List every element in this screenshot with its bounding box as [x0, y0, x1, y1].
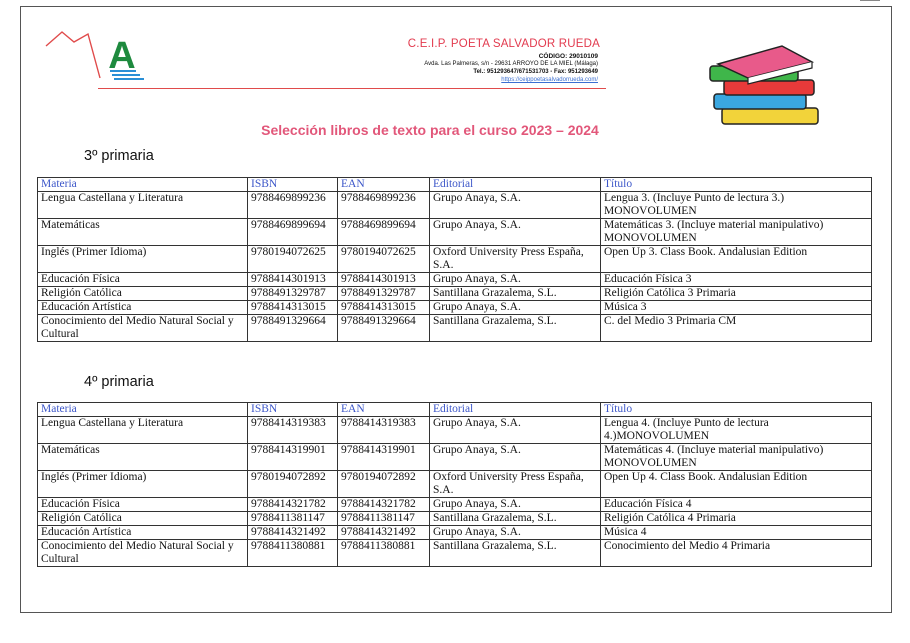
ean-cell: 9788414313015 — [338, 301, 430, 315]
ean-cell: 9788469899694 — [338, 219, 430, 246]
ean-cell: 9788414321492 — [338, 526, 430, 540]
books-stack-icon — [700, 38, 830, 133]
editorial-cell: Oxford University Press España, S.A. — [430, 246, 601, 273]
logo-letter: A — [108, 35, 136, 77]
table-row — [38, 273, 872, 287]
isbn-cell: 9788469899694 — [248, 219, 338, 246]
column-header-ean: EAN — [338, 403, 430, 417]
isbn-cell: 9788414313015 — [248, 301, 338, 315]
editorial-cell: Grupo Anaya, S.A. — [430, 444, 601, 471]
materia-cell: Religión Católica — [38, 287, 248, 301]
materia-cell: Matemáticas — [38, 219, 248, 246]
isbn-cell: 9788414321782 — [248, 498, 338, 512]
titulo-cell: C. del Medio 3 Primaria CM — [601, 315, 872, 342]
section-heading-4: 4º primaria — [84, 374, 154, 390]
materia-cell: Educación Física — [38, 273, 248, 287]
titulo-cell: Religión Católica 3 Primaria — [601, 287, 872, 301]
column-header-materia: Materia — [38, 178, 248, 192]
column-header-titulo: Título — [601, 403, 872, 417]
isbn-cell: 9788411381147 — [248, 512, 338, 526]
ean-cell: 9780194072625 — [338, 246, 430, 273]
editorial-cell: Oxford University Press España, S.A. — [430, 471, 601, 498]
titulo-cell: Open Up 3. Class Book. Andalusian Edition — [601, 246, 872, 273]
ean-cell: 9788411381147 — [338, 512, 430, 526]
column-header-ean: EAN — [338, 178, 430, 192]
isbn-cell: 9788469899236 — [248, 192, 338, 219]
editorial-cell: Grupo Anaya, S.A. — [430, 301, 601, 315]
table-header-row — [38, 403, 872, 417]
titulo-cell: Música 4 — [601, 526, 872, 540]
table-row — [38, 526, 872, 540]
editorial-cell: Grupo Anaya, S.A. — [430, 526, 601, 540]
school-name: C.E.I.P. POETA SALVADOR RUEDA — [407, 38, 600, 50]
editorial-cell: Grupo Anaya, S.A. — [430, 498, 601, 512]
isbn-cell: 9788411380881 — [248, 540, 338, 567]
ean-cell: 9788414319383 — [338, 417, 430, 444]
titulo-cell: Matemáticas 3. (Incluye material manipulativo) MONOVOLUMEN — [601, 219, 872, 246]
materia-cell: Conocimiento del Medio Natural Social y Cultural — [38, 315, 248, 342]
school-address: Avda. Las Palmeras, s/n - 29631 ARROYO DE LA MIEL (Málaga) — [424, 61, 598, 67]
isbn-cell: 9780194072892 — [248, 471, 338, 498]
table-row — [38, 301, 872, 315]
table-row — [38, 471, 872, 498]
table-row — [38, 512, 872, 526]
materia-cell: Lengua Castellana y Literatura — [38, 417, 248, 444]
table-row — [38, 417, 872, 444]
ean-cell: 9788491329787 — [338, 287, 430, 301]
editorial-cell: Grupo Anaya, S.A. — [430, 417, 601, 444]
header-rule — [98, 88, 606, 89]
isbn-cell: 9788414321492 — [248, 526, 338, 540]
materia-cell: Lengua Castellana y Literatura — [38, 192, 248, 219]
table-row — [38, 246, 872, 273]
titulo-cell: Educación Física 4 — [601, 498, 872, 512]
isbn-cell: 9788414301913 — [248, 273, 338, 287]
school-phone: Tel.: 951293647/671531703 - Fax: 951293649 — [473, 69, 598, 75]
titulo-cell: Música 3 — [601, 301, 872, 315]
table-row — [38, 192, 872, 219]
isbn-cell: 9788414319901 — [248, 444, 338, 471]
isbn-cell: 9788414319383 — [248, 417, 338, 444]
materia-cell: Inglés (Primer Idioma) — [38, 471, 248, 498]
ean-cell: 9788414321782 — [338, 498, 430, 512]
titulo-cell: Matemáticas 4. (Incluye material manipulativo) MONOVOLUMEN — [601, 444, 872, 471]
materia-cell: Educación Artística — [38, 526, 248, 540]
table-header-row — [38, 178, 872, 192]
ean-cell: 9788469899236 — [338, 192, 430, 219]
editorial-cell: Santillana Grazalema, S.L. — [430, 512, 601, 526]
books-table-3 — [37, 177, 872, 342]
editorial-cell: Grupo Anaya, S.A. — [430, 273, 601, 287]
titulo-cell: Educación Física 3 — [601, 273, 872, 287]
table-row — [38, 444, 872, 471]
ean-cell: 9788491329664 — [338, 315, 430, 342]
titulo-cell: Lengua 4. (Incluye Punto de lectura 4.)MONOVOLUMEN — [601, 417, 872, 444]
materia-cell: Conocimiento del Medio Natural Social y Cultural — [38, 540, 248, 567]
school-code: CÓDIGO: 29010109 — [538, 53, 598, 60]
table-row — [38, 315, 872, 342]
materia-cell: Religión Católica — [38, 512, 248, 526]
editorial-cell: Santillana Grazalema, S.L. — [430, 315, 601, 342]
column-header-editorial: Editorial — [430, 403, 601, 417]
table-row — [38, 287, 872, 301]
ean-cell: 9788414301913 — [338, 273, 430, 287]
materia-cell: Educación Física — [38, 498, 248, 512]
isbn-cell: 9788491329787 — [248, 287, 338, 301]
scan-corner-mark — [860, 0, 880, 4]
isbn-cell: 9788491329664 — [248, 315, 338, 342]
document-title: Selección libros de texto para el curso 2023 – 2024 — [261, 122, 599, 138]
editorial-cell: Grupo Anaya, S.A. — [430, 219, 601, 246]
titulo-cell: Lengua 3. (Incluye Punto de lectura 3.) MONOVOLUMEN — [601, 192, 872, 219]
column-header-titulo: Título — [601, 178, 872, 192]
ean-cell: 9780194072892 — [338, 471, 430, 498]
editorial-cell: Santillana Grazalema, S.L. — [430, 540, 601, 567]
isbn-cell: 9780194072625 — [248, 246, 338, 273]
books-table-4 — [37, 402, 872, 567]
titulo-cell: Religión Católica 4 Primaria — [601, 512, 872, 526]
column-header-isbn: ISBN — [248, 178, 338, 192]
editorial-cell: Santillana Grazalema, S.L. — [430, 287, 601, 301]
ean-cell: 9788414319901 — [338, 444, 430, 471]
materia-cell: Educación Artística — [38, 301, 248, 315]
table-row — [38, 540, 872, 567]
column-header-editorial: Editorial — [430, 178, 601, 192]
table-row — [38, 498, 872, 512]
junta-andalucia-logo — [44, 28, 184, 90]
section-heading-3: 3º primaria — [84, 148, 154, 164]
school-url-link[interactable]: https://ceippoetasalvadorrueda.com/ — [501, 77, 598, 83]
column-header-isbn: ISBN — [248, 403, 338, 417]
materia-cell: Inglés (Primer Idioma) — [38, 246, 248, 273]
ean-cell: 9788411380881 — [338, 540, 430, 567]
table-row — [38, 219, 872, 246]
editorial-cell: Grupo Anaya, S.A. — [430, 192, 601, 219]
column-header-materia: Materia — [38, 403, 248, 417]
titulo-cell: Open Up 4. Class Book. Andalusian Edition — [601, 471, 872, 498]
titulo-cell: Conocimiento del Medio 4 Primaria — [601, 540, 872, 567]
materia-cell: Matemáticas — [38, 444, 248, 471]
